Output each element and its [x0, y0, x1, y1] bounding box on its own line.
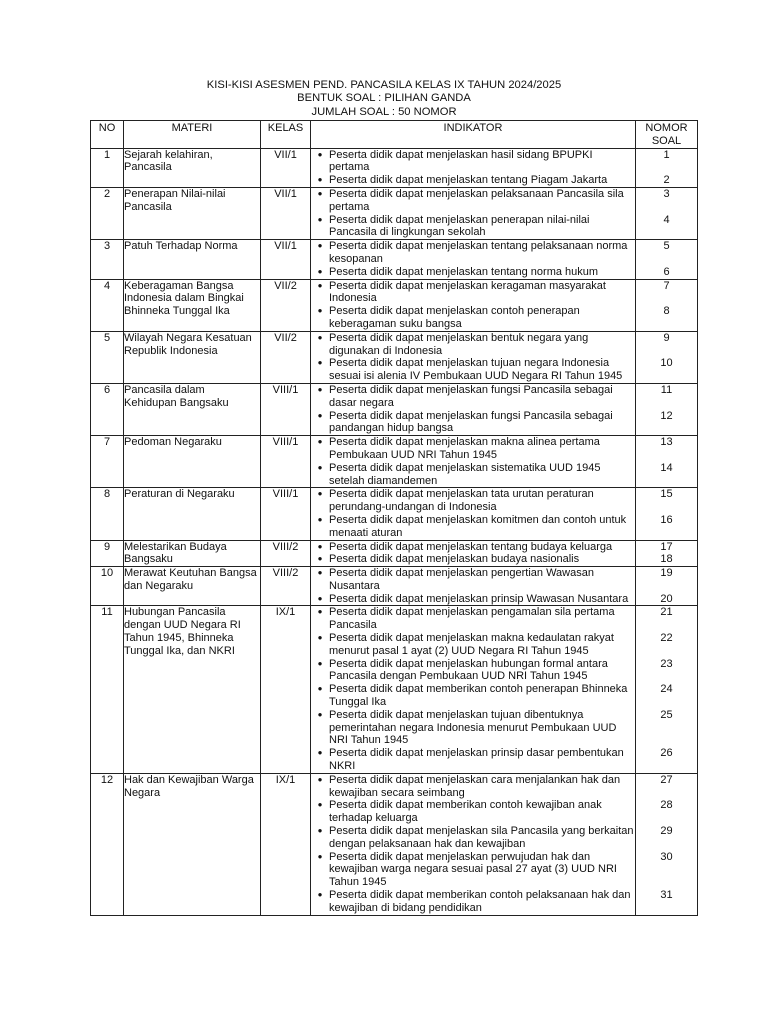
indikator-item	[311, 747, 635, 773]
indikator-text: Peserta didik dapat menjelaskan tentang budaya keluarga	[329, 540, 613, 553]
nomor-soal-cell	[636, 148, 698, 187]
row-number: 11	[91, 606, 124, 773]
nomor-soal-cell	[636, 187, 698, 239]
indikator-item	[311, 188, 635, 214]
bullet-icon: ●	[317, 462, 323, 472]
kelas-cell: IX/1	[261, 606, 311, 773]
kisi-kisi-table	[90, 120, 698, 916]
indikator-item	[311, 889, 635, 915]
bullet-icon: ●	[317, 266, 323, 276]
row-number: 8	[91, 488, 124, 540]
bullet-icon: ●	[317, 489, 323, 499]
materi-cell: Pedoman Negaraku	[124, 436, 261, 488]
indikator-item	[311, 462, 635, 488]
nomor-soal-cell	[636, 488, 698, 540]
document-title: KISI-KISI ASESMEN PEND. PANCASILA KELAS IX TAHUN 2024/2025	[206, 79, 562, 91]
indikator-item	[311, 384, 635, 410]
kelas-cell: VII/2	[261, 331, 311, 383]
bullet-icon: ●	[317, 358, 323, 368]
indikator-cell	[311, 436, 636, 488]
bullet-icon: ●	[317, 774, 323, 784]
row-number: 3	[91, 240, 124, 279]
bullet-icon: ●	[317, 214, 323, 224]
row-number: 1	[91, 148, 124, 187]
indikator-item	[311, 436, 635, 462]
nomor-soal-value: 14	[660, 461, 673, 474]
question-type: BENTUK SOAL : PILIHAN GANDA	[297, 92, 471, 105]
indikator-item	[311, 774, 635, 800]
bullet-icon: ●	[317, 800, 323, 810]
indikator-text: Peserta didik dapat memberikan contoh pelaksanaan hak dan kewajiban di bidang pendidikan	[329, 889, 631, 914]
indikator-cell	[311, 187, 636, 239]
table-header-row	[91, 121, 698, 149]
row-number: 7	[91, 436, 124, 488]
bullet-icon: ●	[317, 280, 323, 290]
indikator-text: Peserta didik dapat menjelaskan makna kedaulatan rakyat menurut pasal 1 ayat (2) UUD Negara RI Tahun 1945	[329, 632, 614, 657]
indikator-text: Peserta didik dapat menjelaskan tentang Piagam Jakarta	[329, 174, 608, 187]
bullet-icon: ●	[317, 658, 323, 668]
table-row	[91, 240, 698, 279]
bullet-icon: ●	[317, 709, 323, 719]
indikator-text: Peserta didik dapat menjelaskan komitmen dan contoh untuk menaati aturan	[329, 513, 627, 539]
nomor-soal-value: 30	[660, 850, 673, 863]
header-kelas: KELAS	[261, 121, 311, 149]
bullet-icon: ●	[317, 514, 323, 524]
nomor-soal-value: 31	[660, 889, 673, 902]
nomor-soal-cell	[636, 436, 698, 488]
nomor-soal-value: 29	[660, 825, 673, 838]
bullet-icon: ●	[317, 175, 323, 185]
indikator-item	[311, 174, 635, 187]
nomor-soal-value: 28	[660, 799, 673, 812]
kelas-cell: VII/2	[261, 279, 311, 331]
materi-cell: Melestarikan Budaya Bangsaku	[124, 540, 261, 567]
bullet-icon: ●	[317, 748, 323, 758]
indikator-item	[311, 541, 635, 554]
kelas-cell: VII/1	[261, 240, 311, 279]
kelas-cell: VIII/2	[261, 567, 311, 606]
nomor-soal-cell	[636, 279, 698, 331]
bullet-icon: ●	[317, 826, 323, 836]
nomor-soal-value: 5	[663, 240, 670, 253]
table-row	[91, 567, 698, 606]
row-number: 9	[91, 540, 124, 567]
indikator-text: Peserta didik dapat menjelaskan tentang pelaksanaan norma kesopanan	[329, 240, 628, 265]
row-number: 6	[91, 383, 124, 435]
indikator-text: Peserta didik dapat menjelaskan makna alinea pertama Pembukaan UUD NRI Tahun 1945	[329, 436, 600, 461]
bullet-icon: ●	[317, 437, 323, 447]
bullet-icon: ●	[317, 851, 323, 861]
indikator-cell	[311, 606, 636, 773]
indikator-item	[311, 709, 635, 747]
indikator-item	[311, 683, 635, 709]
nomor-soal-value: 3	[663, 187, 670, 200]
nomor-soal-value: 15	[660, 488, 673, 501]
table-row	[91, 606, 698, 773]
indikator-text: Peserta didik dapat menjelaskan pengertian Wawasan Nusantara	[329, 567, 594, 592]
table-row	[91, 773, 698, 915]
materi-cell: Peraturan di Negaraku	[124, 488, 261, 540]
nomor-soal-value: 19	[660, 567, 673, 580]
indikator-item	[311, 593, 635, 606]
nomor-soal-cell	[636, 240, 698, 279]
table-row	[91, 187, 698, 239]
indikator-item	[311, 266, 635, 279]
indikator-item	[311, 632, 635, 658]
bullet-icon: ●	[317, 568, 323, 578]
bullet-icon: ●	[317, 541, 323, 551]
indikator-text: Peserta didik dapat menjelaskan tata urutan peraturan perundang-undangan di Indonesia	[329, 488, 594, 514]
indikator-cell	[311, 279, 636, 331]
nomor-soal-cell	[636, 331, 698, 383]
header-no: NO	[91, 121, 124, 149]
nomor-soal-value: 20	[660, 592, 673, 605]
bullet-icon: ●	[317, 306, 323, 316]
indikator-text: Peserta didik dapat menjelaskan sistematika UUD 1945 setelah diamandemen	[329, 461, 601, 487]
indikator-text: Peserta didik dapat menjelaskan sila Pancasila yang berkaitan dengan pelaksanaan hak dan kewajiban	[329, 825, 634, 850]
indikator-text: Peserta didik dapat menjelaskan budaya nasionalis	[329, 553, 580, 566]
indikator-item	[311, 825, 635, 851]
indikator-text: Peserta didik dapat menjelaskan perwujudan hak dan kewajiban warga negara sesuai pasal 27 ayat (3) UUD NRI Tahun 1945	[329, 850, 617, 889]
bullet-icon: ●	[317, 684, 323, 694]
bullet-icon: ●	[317, 554, 323, 564]
kelas-cell: VIII/2	[261, 540, 311, 567]
row-number: 4	[91, 279, 124, 331]
indikator-text: Peserta didik dapat memberikan contoh penerapan Bhinneka Tunggal Ika	[329, 683, 628, 709]
bullet-icon: ●	[317, 593, 323, 603]
indikator-text: Peserta didik dapat menjelaskan prinsip Wawasan Nusantara	[329, 592, 629, 605]
nomor-soal-value: 26	[660, 747, 673, 760]
indikator-item	[311, 332, 635, 358]
nomor-soal-cell	[636, 383, 698, 435]
indikator-item	[311, 553, 635, 566]
nomor-soal-value: 11	[660, 383, 673, 396]
table-row	[91, 488, 698, 540]
indikator-item	[311, 149, 635, 175]
indikator-item	[311, 410, 635, 436]
nomor-soal-value: 17	[660, 540, 673, 553]
table-row	[91, 331, 698, 383]
indikator-text: Peserta didik dapat menjelaskan hubungan formal antara Pancasila dengan Pembukaan UUD NRI Tahun 1945	[329, 657, 608, 683]
indikator-cell	[311, 383, 636, 435]
nomor-soal-value: 10	[660, 357, 673, 370]
indikator-text: Peserta didik dapat menjelaskan cara menjalankan hak dan kewajiban secara seimbang	[329, 773, 621, 799]
bullet-icon: ●	[317, 332, 323, 342]
materi-cell: Hak dan Kewajiban Warga Negara	[124, 773, 261, 915]
row-number: 5	[91, 331, 124, 383]
indikator-item	[311, 488, 635, 514]
indikator-text: Peserta didik dapat menjelaskan tujuan negara Indonesia sesuai isi alenia IV Pembukaan UUD Negara RI Tahun 1945	[329, 357, 623, 383]
table-body	[91, 148, 698, 915]
header-materi: MATERI	[124, 121, 261, 149]
row-number: 2	[91, 187, 124, 239]
table-row	[91, 383, 698, 435]
materi-cell: Wilayah Negara Kesatuan Republik Indonesia	[124, 331, 261, 383]
materi-cell: Sejarah kelahiran, Pancasila	[124, 148, 261, 187]
kelas-cell: VIII/1	[261, 488, 311, 540]
kelas-cell: VIII/1	[261, 383, 311, 435]
kelas-cell: VIII/1	[261, 436, 311, 488]
materi-cell: Pancasila dalam Kehidupan Bangsaku	[124, 383, 261, 435]
nomor-soal-cell	[636, 540, 698, 567]
indikator-cell	[311, 773, 636, 915]
indikator-text: Peserta didik dapat menjelaskan keragaman masyarakat Indonesia	[329, 279, 606, 305]
nomor-soal-value: 22	[660, 632, 673, 645]
nomor-soal-value: 18	[660, 553, 673, 566]
indikator-text: Peserta didik dapat menjelaskan tujuan dibentuknya pemerintahan negara Indonesia menurut Pembukaan UUD NRI Tahun 1945	[329, 708, 617, 747]
nomor-soal-value: 1	[663, 148, 670, 161]
indikator-text: Peserta didik dapat menjelaskan penerapan nilai-nilai Pancasila di lingkungan sekolah	[329, 213, 590, 239]
row-number: 10	[91, 567, 124, 606]
materi-cell: Patuh Terhadap Norma	[124, 240, 261, 279]
indikator-cell	[311, 488, 636, 540]
indikator-cell	[311, 540, 636, 567]
indikator-item	[311, 357, 635, 383]
nomor-soal-value: 24	[660, 683, 673, 696]
indikator-item	[311, 567, 635, 593]
indikator-text: Peserta didik dapat memberikan contoh kewajiban anak terhadap keluarga	[329, 799, 602, 825]
nomor-soal-cell	[636, 606, 698, 773]
table-row	[91, 279, 698, 331]
indikator-text: Peserta didik dapat menjelaskan pelaksanaan Pancasila sila pertama	[329, 187, 624, 213]
indikator-text: Peserta didik dapat menjelaskan tentang norma hukum	[329, 265, 599, 278]
row-number: 12	[91, 773, 124, 915]
nomor-soal-value: 2	[663, 174, 670, 187]
indikator-item	[311, 658, 635, 684]
indikator-text: Peserta didik dapat menjelaskan pengamalan sila pertama Pancasila	[329, 606, 615, 632]
indikator-text: Peserta didik dapat menjelaskan fungsi Pancasila sebagai dasar negara	[329, 383, 613, 409]
question-count: JUMLAH SOAL : 50 NOMOR	[311, 105, 457, 118]
bullet-icon: ●	[317, 241, 323, 251]
indikator-item	[311, 799, 635, 825]
bullet-icon: ●	[317, 607, 323, 617]
kelas-cell: VII/1	[261, 187, 311, 239]
materi-cell: Hubungan Pancasila dengan UUD Negara RI Tahun 1945, Bhinneka Tunggal Ika, dan NKRI	[124, 606, 261, 773]
bullet-icon: ●	[317, 890, 323, 900]
table-row	[91, 436, 698, 488]
bullet-icon: ●	[317, 384, 323, 394]
indikator-text: Peserta didik dapat menjelaskan fungsi Pancasila sebagai pandangan hidup bangsa	[329, 409, 613, 435]
table-row	[91, 540, 698, 567]
nomor-soal-value: 27	[660, 773, 673, 786]
indikator-text: Peserta didik dapat menjelaskan hasil sidang BPUPKI pertama	[329, 148, 593, 174]
document-header	[0, 79, 768, 119]
materi-cell: Keberagaman Bangsa Indonesia dalam Bingkai Bhinneka Tunggal Ika	[124, 279, 261, 331]
indikator-item	[311, 240, 635, 266]
materi-cell: Penerapan Nilai-nilai Pancasila	[124, 187, 261, 239]
indikator-text: Peserta didik dapat menjelaskan prinsip dasar pembentukan NKRI	[329, 747, 624, 773]
indikator-item	[311, 280, 635, 306]
nomor-soal-value: 8	[663, 305, 670, 318]
indikator-cell	[311, 331, 636, 383]
nomor-soal-cell	[636, 773, 698, 915]
kelas-cell: IX/1	[261, 773, 311, 915]
nomor-soal-value: 23	[660, 657, 673, 670]
nomor-soal-cell	[636, 567, 698, 606]
indikator-cell	[311, 148, 636, 187]
nomor-soal-value: 12	[660, 409, 673, 422]
indikator-text: Peserta didik dapat menjelaskan contoh penerapan keberagaman suku bangsa	[329, 305, 580, 330]
materi-cell: Merawat Keutuhan Bangsa dan Negaraku	[124, 567, 261, 606]
indikator-item	[311, 606, 635, 632]
bullet-icon: ●	[317, 188, 323, 198]
indikator-text: Peserta didik dapat menjelaskan bentuk negara yang digunakan di Indonesia	[329, 331, 589, 357]
table-row	[91, 148, 698, 187]
bullet-icon: ●	[317, 410, 323, 420]
indikator-item	[311, 851, 635, 889]
nomor-soal-value: 7	[663, 279, 670, 292]
header-indikator: INDIKATOR	[311, 121, 636, 149]
indikator-item	[311, 214, 635, 240]
indikator-cell	[311, 240, 636, 279]
nomor-soal-value: 21	[660, 606, 673, 619]
nomor-soal-value: 13	[660, 436, 673, 449]
nomor-soal-value: 6	[663, 265, 670, 278]
nomor-soal-value: 9	[663, 331, 670, 344]
indikator-item	[311, 305, 635, 331]
nomor-soal-value: 16	[660, 513, 673, 526]
kelas-cell: VII/1	[261, 148, 311, 187]
indikator-cell	[311, 567, 636, 606]
nomor-soal-value: 25	[660, 708, 673, 721]
bullet-icon: ●	[317, 149, 323, 159]
bullet-icon: ●	[317, 633, 323, 643]
header-nomor-soal: NOMOR SOAL	[636, 121, 698, 149]
indikator-item	[311, 514, 635, 540]
nomor-soal-value: 4	[663, 213, 670, 226]
